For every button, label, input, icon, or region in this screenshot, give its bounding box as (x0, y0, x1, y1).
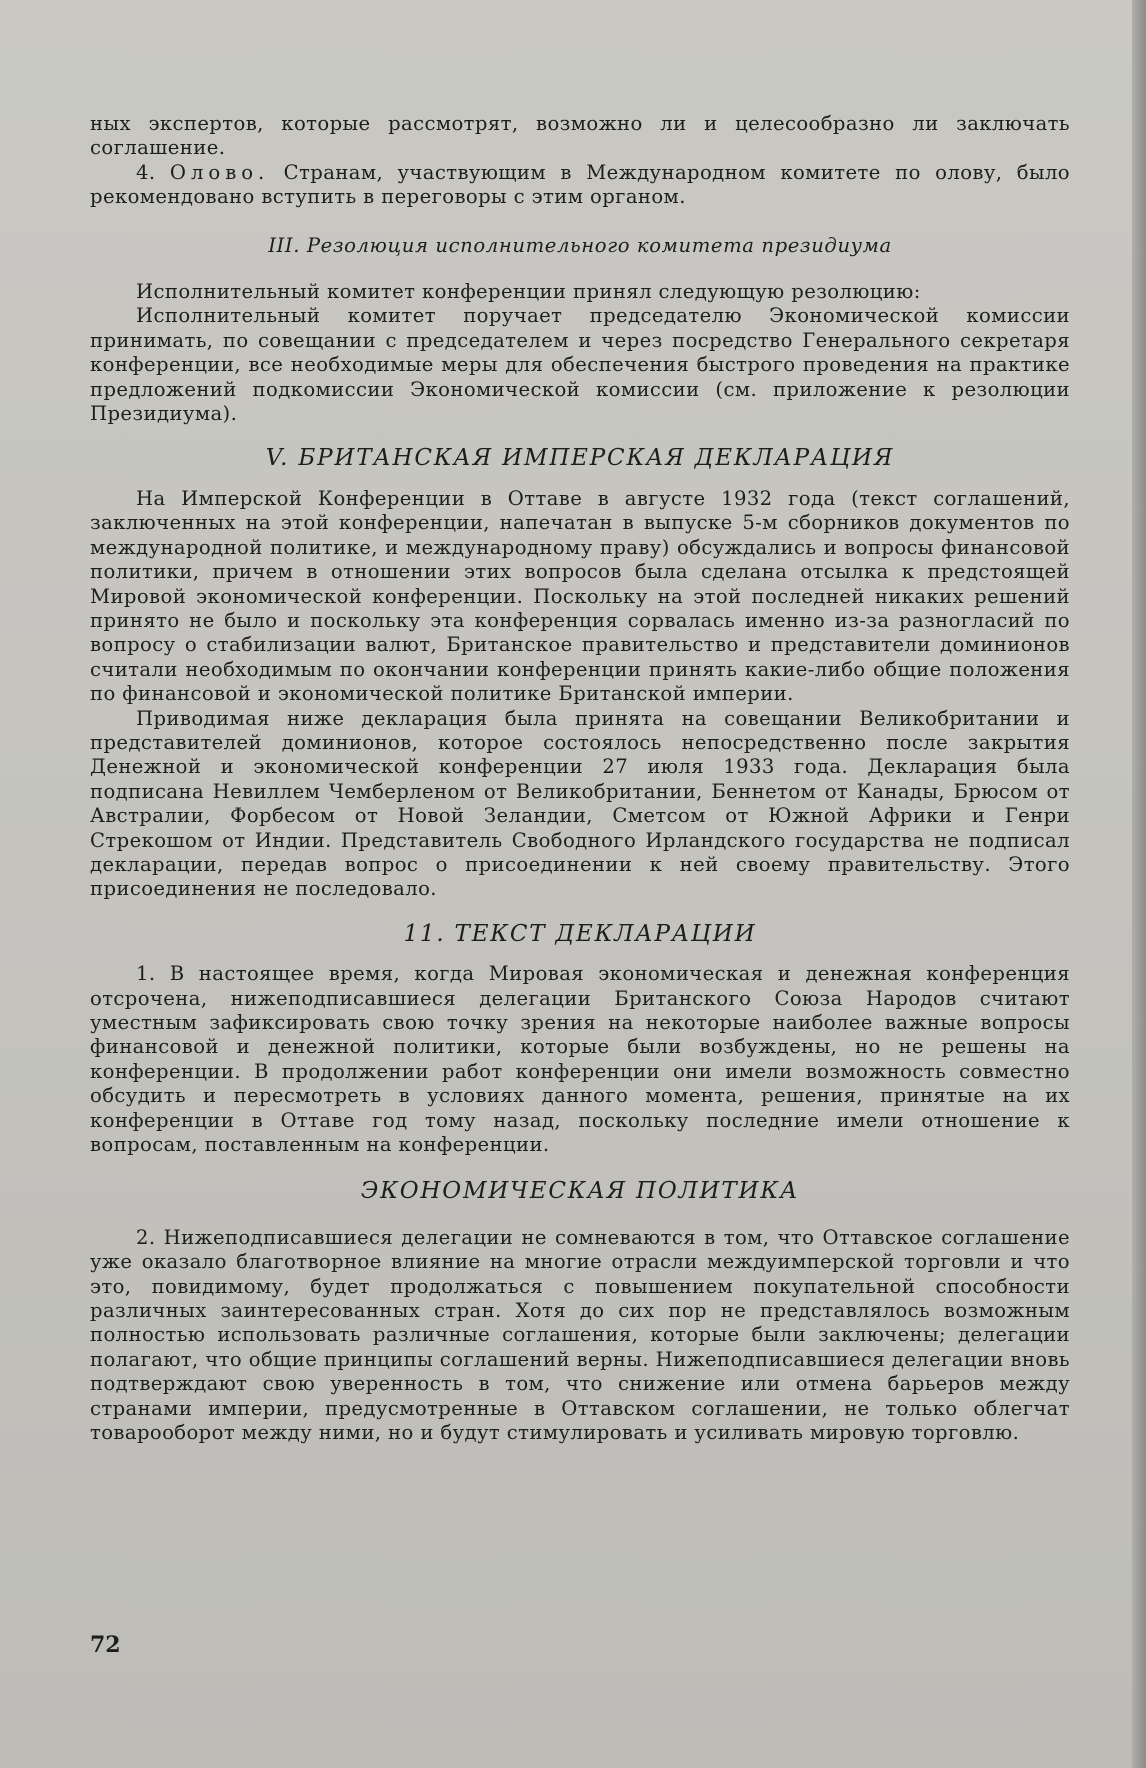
heading-british-declaration: V. БРИТАНСКАЯ ИМПЕРСКАЯ ДЕКЛАРАЦИЯ (265, 445, 895, 472)
paragraph-tin (90, 161, 1070, 210)
heading-economic-policy: ЭКОНОМИЧЕСКАЯ ПОЛИТИКА (360, 1178, 800, 1205)
page-content (90, 112, 1070, 1446)
tin-item-word: Олово. (169, 160, 270, 184)
page-number: 72 (90, 1632, 121, 1658)
paragraph-resolution-intro: Исполнительный комитет конференции принял следующую резолюцию: (136, 280, 921, 304)
paragraph-intro: ных экспертов, которые рассмотрят, возможно ли и целесообразно ли заключать соглашение. (90, 112, 1070, 160)
tin-item-number: 4. (136, 160, 170, 184)
tin-item-text: Странам, участвующим в Международном комитете по олову, было рекомендовано вступить в переговоры с этим органом. (90, 160, 1071, 209)
page-edge (1132, 0, 1146, 1768)
paragraph-resolution-text: Исполнительный комитет поручает председателю Экономической комиссии принимать, по совещании с председателем и через посредство Генерального секретаря конференции, все необходимые меры для обеспечения быстрого проведения на практике предложений подкомиссии Экономической комиссии (см. приложение к резолюции Президиума). (90, 304, 1070, 426)
heading-declaration-text: 11. ТЕКСТ ДЕКЛАРАЦИИ (403, 920, 757, 947)
paragraph-declaration-2: 2. Нижеподписавшиеся делегации не сомневаются в том, что Оттавское соглашение уже оказало благотворное влияние на многие отрасли междуимперской торговли и что это, повидимому, будет продолжаться с повышением покупательной способности различных заинтересованных стран. Хотя до сих пор не представлялось возможным полностью использовать различные соглашения, которые были заключены; делегации полагают, что общие принципы соглашений верны. Нижеподписавшиеся делегации вновь подтверждают свою уверенность в том, что снижение или отмена барьеров между странами империи, предусмотренные в Оттавском соглашении, не только облегчат товарооборот между ними, но и будут стимулировать и усиливать мировую торговлю. (90, 1225, 1070, 1445)
paragraph-british-2: Приводимая ниже декларация была принята на совещании Великобритании и представителей доминионов, которое состоялось непосредственно после закрытия Денежной и экономической конференции 27 июля 1933 года. Декларация была подписана Невиллем Чемберленом от Великобритании, Беннетом от Канады, Брюсом от Австралии, Форбесом от Новой Зеландии, Сметсом от Южной Африки и Генри Стрекошом от Индии. Представитель Свободного Ирландского государства не подписал декларации, передав вопрос о присоединении к ней своему правительству. Этого присоединения не последовало. (90, 706, 1070, 901)
paragraph-british-1: На Имперской Конференции в Оттаве в августе 1932 года (текст соглашений, заключенных на этой конференции, напечатан в выпуске 5-м сборников документов по международной политике, и международному праву) обсуждались и вопросы финансовой политики, причем в отношении этих вопросов была сделана отсылка к предстоящей Мировой экономической конференции. Поскольку на этой последней никаких решений принято не было и поскольку эта конференция сорвалась именно из-за разногласий по вопросу о стабилизации валют, Британское правительство и представители доминионов считали необходимым по окончании конференции принять какие-либо общие положения по финансовой и экономической политике Британской империи. (90, 486, 1070, 706)
paragraph-declaration-1: 1. В настоящее время, когда Мировая экономическая и денежная конференция отсрочена, нижеподписавшиеся делегации Британского Союза Народов считают уместным зафиксировать свою точку зрения на некоторые наиболее важные вопросы финансовой и денежной политики, которые были возбуждены, но не решены на конференции. В продолжении работ конференции они имели возможность совместно обсудить и пересмотреть в условиях данного момента, решения, принятые на их конференции в Оттаве год тому назад, поскольку последние имели отношение к вопросам, поставленным на конференции. (90, 962, 1070, 1157)
heading-resolution: III. Резолюция исполнительного комитета президиума (268, 233, 892, 257)
